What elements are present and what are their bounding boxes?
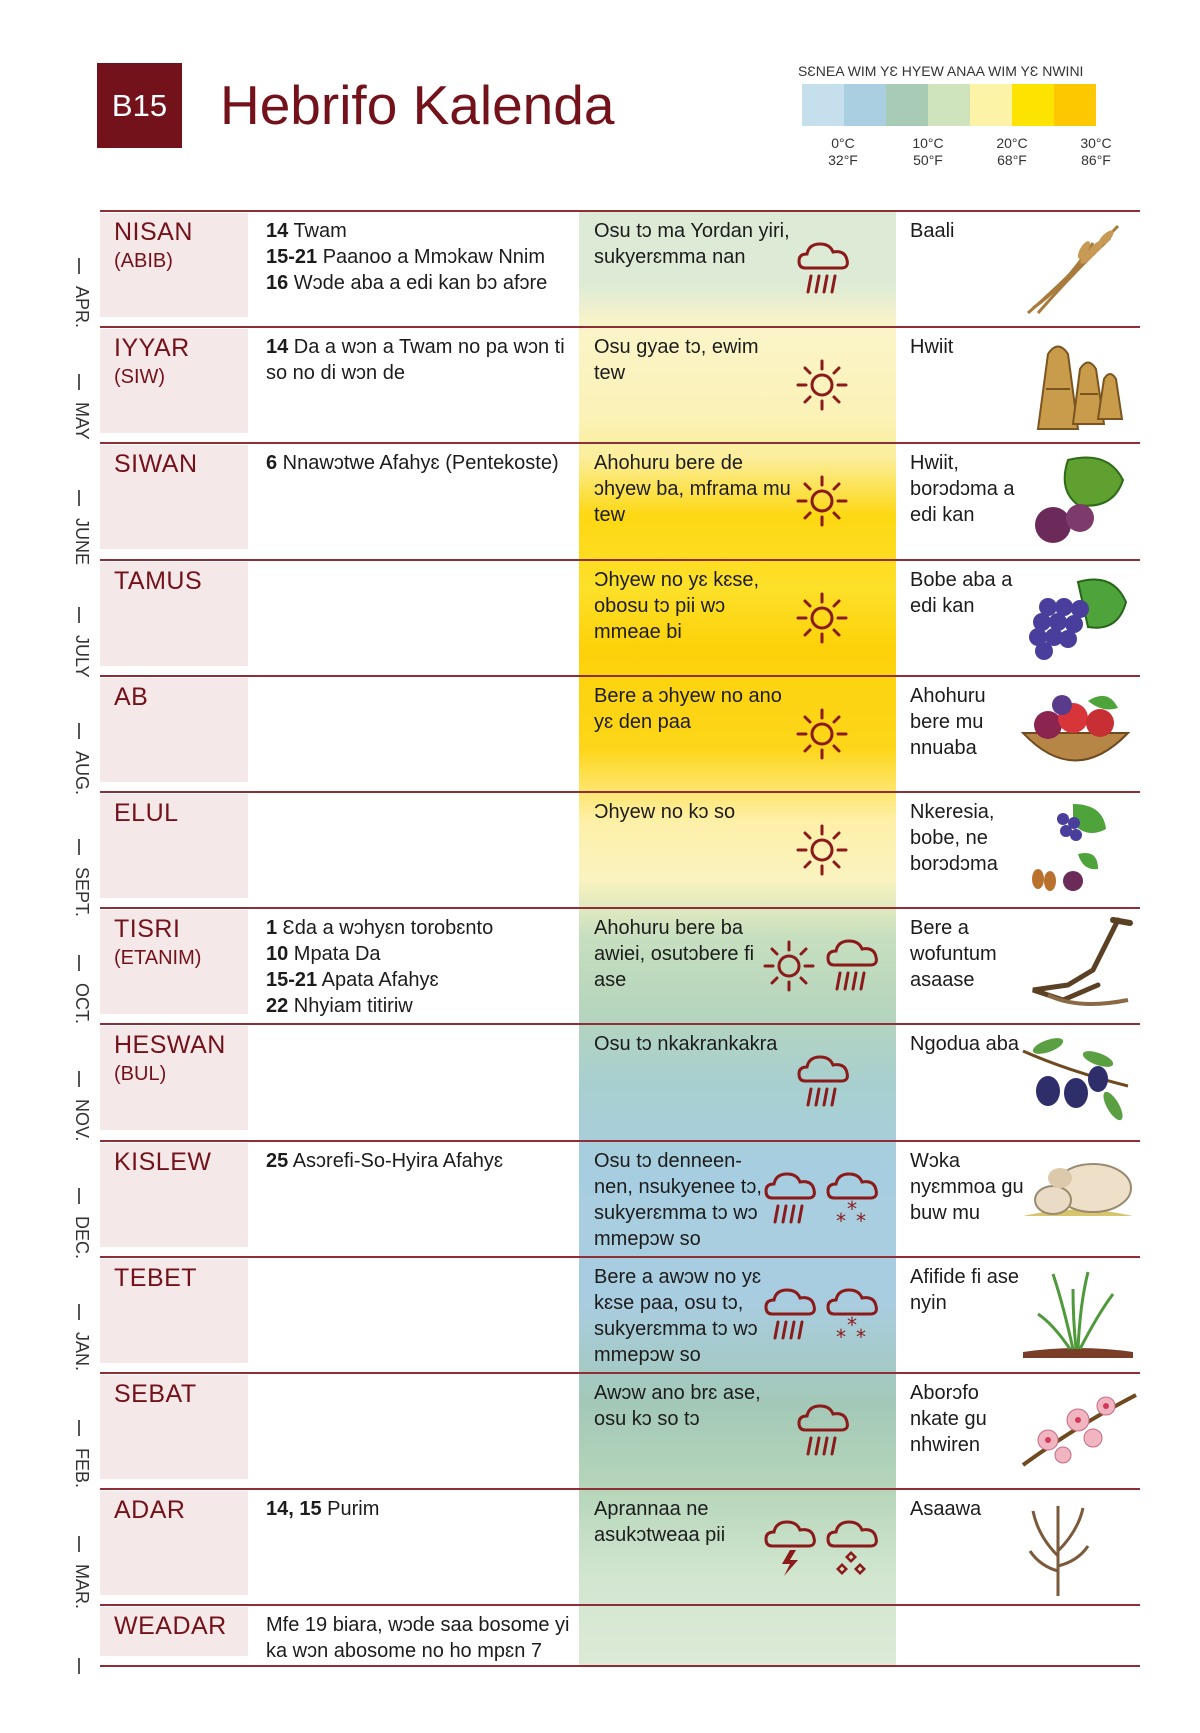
temp-label-10: 10°C 50°F — [912, 135, 944, 168]
page-title: Hebrifo Kalenda — [220, 74, 615, 136]
festival-list — [266, 1612, 576, 1664]
festival-day: 14 — [266, 220, 289, 242]
hebrew-month-name: TEBET — [114, 1264, 198, 1292]
agricultural-activity: Asaawa — [910, 1498, 982, 1520]
hebrew-month-name: SIWAN — [114, 450, 198, 478]
hebrew-month-name: ELUL — [114, 799, 179, 827]
flax-icon — [1018, 1496, 1098, 1606]
festival-list — [266, 1148, 576, 1174]
sun-icon — [795, 358, 849, 417]
festival-name: Purim — [321, 1498, 380, 1520]
festival-day: 6 — [266, 452, 278, 474]
olives-icon — [1018, 1031, 1133, 1131]
row-divider — [100, 210, 1140, 212]
svg-text:*: * — [847, 1313, 857, 1337]
month-tick — [78, 490, 80, 506]
weather-description: Ahohuru bere ba awiei, osutɔbere fi ase — [594, 917, 755, 991]
hebrew-month-name: AB — [114, 683, 149, 711]
row-divider — [100, 1488, 1140, 1490]
agricultural-activity: Baali — [910, 220, 955, 242]
festival-day: 22 — [266, 995, 289, 1017]
temperature-legend-title: SƐNEA WIM YƐ HYEW ANAA WIM YƐ NWINI — [798, 63, 1084, 79]
row-divider — [100, 326, 1140, 328]
festival-list — [266, 450, 576, 476]
gregorian-month-label: MAR. — [72, 1564, 92, 1610]
chapter-badge: B15 — [97, 63, 182, 148]
festival-item — [266, 915, 576, 941]
temp-label-20: 20°C 68°F — [996, 135, 1028, 168]
gregorian-month-label: JAN. — [72, 1331, 92, 1371]
festival-item — [266, 993, 576, 1019]
gregorian-month-label: APR. — [72, 286, 92, 329]
festival-item — [266, 270, 576, 296]
month-tick — [78, 1304, 80, 1320]
festival-item — [266, 941, 576, 967]
weather-description: Ɔhyew no kɔ so — [594, 801, 736, 823]
hebrew-month-name: NISAN — [114, 218, 193, 246]
festival-item — [266, 450, 576, 476]
festival-name: Mpata Da — [288, 943, 381, 965]
rain-cloud-icon — [795, 1400, 853, 1467]
svg-text:*: * — [836, 1325, 846, 1346]
temperature-legend-swatches — [802, 84, 1096, 126]
row-divider — [100, 559, 1140, 561]
festival-day: 14, 15 — [266, 1498, 322, 1520]
row-divider — [100, 791, 1140, 793]
sun-icon — [762, 939, 816, 998]
hebrew-month-name: HESWAN — [114, 1031, 226, 1059]
month-tick — [78, 607, 80, 623]
agricultural-activity: Wɔka nyɛmmoa gu buw mu — [910, 1150, 1024, 1224]
gregorian-month-label: SEPT. — [72, 867, 92, 918]
row-divider — [100, 1665, 1140, 1667]
hebrew-month-name: SEBAT — [114, 1380, 197, 1408]
agricultural-activity: Hwiit, borɔdɔma a edi kan — [910, 452, 1015, 526]
storm-cloud-icon — [762, 1516, 820, 1583]
festival-list — [266, 915, 576, 1019]
sun-icon — [795, 474, 849, 533]
festival-item — [266, 244, 576, 270]
festival-list — [266, 218, 576, 296]
agricultural-activity: Nkeresia, bobe, ne borɔdɔma — [910, 801, 998, 875]
weather-description: Osu tɔ nkakrankakra — [594, 1033, 778, 1055]
hebrew-month-name: ADAR — [114, 1496, 186, 1524]
month-tick — [78, 1071, 80, 1087]
weather-description: Ahohuru bere de ɔhyew ba, mframa mu tew — [594, 452, 791, 526]
figs-icon — [1018, 450, 1128, 555]
festival-day: 1 — [266, 917, 278, 939]
temp-label-30: 30°C 86°F — [1080, 135, 1112, 168]
festival-item — [266, 1148, 576, 1174]
almond-blossom-icon — [1018, 1380, 1138, 1480]
month-tick — [78, 374, 80, 390]
month-tick — [78, 839, 80, 855]
hebrew-month-alt-name: (BUL) — [114, 1063, 167, 1085]
festival-day: 15-21 — [266, 246, 318, 268]
hebrew-month-name: WEADAR — [114, 1612, 227, 1640]
weather-description: Osu tɔ denneen-nen, nsukyenee tɔ, sukyerɛmma tɔ wɔ mmepɔw so — [594, 1150, 762, 1250]
gregorian-month-label: AUG. — [72, 750, 92, 795]
weather-description: Bere a awɔw no yɛ kɛse paa, osu tɔ, sukyerɛmma tɔ wɔ mmepɔw so — [594, 1266, 762, 1366]
snow-cloud-icon — [824, 1168, 882, 1235]
rain-cloud-icon — [762, 1284, 820, 1351]
festival-item — [266, 1612, 576, 1664]
svg-text:*: * — [856, 1209, 866, 1230]
sun-icon — [795, 707, 849, 766]
festival-name: Mfe 19 biara, wɔde saa bosome yi ka wɔn abosome no ho mpɛn 7 — [266, 1614, 570, 1662]
month-tick — [78, 1658, 80, 1674]
legend-swatch — [802, 84, 844, 126]
temp-label-0: 0°C 32°F — [828, 135, 858, 168]
festival-day: 15-21 — [266, 969, 318, 991]
legend-swatch — [970, 84, 1012, 126]
hebrew-month-name: KISLEW — [114, 1148, 212, 1176]
gregorian-month-label: JUNE — [72, 518, 92, 566]
gregorian-month-label: JULY — [72, 634, 92, 678]
svg-text:*: * — [847, 1197, 857, 1221]
month-tick — [78, 955, 80, 971]
agricultural-activity: Ahohuru bere mu nnuaba — [910, 685, 986, 759]
festival-item — [266, 967, 576, 993]
festival-name: Ɛda a wɔhyɛn torobɛnto — [277, 917, 494, 939]
hebrew-month-alt-name: (SIW) — [114, 366, 166, 388]
legend-swatch — [1054, 84, 1096, 126]
weather-description: Ɔhyew no yɛ kɛse, obosu tɔ pii wɔ mmeae bi — [594, 569, 760, 643]
agricultural-activity: Afifide fi ase nyin — [910, 1266, 1019, 1314]
festival-item — [266, 334, 576, 386]
sheep-icon — [1018, 1148, 1138, 1228]
festival-list — [266, 334, 576, 386]
month-tick — [78, 723, 80, 739]
festival-name: Da a wɔn a Twam no pa wɔn ti so no di wɔn de — [266, 336, 565, 384]
plow-icon — [1018, 915, 1138, 1015]
agricultural-activity: Bere a wofuntum asaase — [910, 917, 997, 991]
month-tick — [78, 1536, 80, 1552]
hebrew-month-name: TISRI — [114, 915, 181, 943]
agricultural-activity: Hwiit — [910, 336, 954, 358]
gregorian-month-label: OCT. — [72, 983, 92, 1025]
agricultural-activity: Ngodua aba — [910, 1033, 1019, 1055]
legend-swatch — [844, 84, 886, 126]
weather-description: Osu gyae tɔ, ewim tew — [594, 336, 759, 384]
grapes-icon — [1018, 567, 1128, 672]
festival-day: 14 — [266, 336, 289, 358]
festival-day: 10 — [266, 943, 289, 965]
gregorian-month-label: NOV. — [72, 1099, 92, 1142]
festival-item — [266, 218, 576, 244]
svg-text:*: * — [836, 1209, 846, 1230]
rain-cloud-icon — [824, 935, 882, 1002]
rain-cloud-icon — [795, 1051, 853, 1118]
row-divider — [100, 907, 1140, 909]
hebrew-month-name: IYYAR — [114, 334, 190, 362]
weather-description: Osu tɔ ma Yordan yiri, sukyerɛmma nan — [594, 220, 790, 268]
weather-description: Aprannaa ne asukɔtweaa pii — [594, 1498, 726, 1546]
dates-grapes-figs-icon — [1018, 799, 1113, 904]
wheat-sheaves-icon — [1018, 334, 1128, 439]
month-tick — [78, 1420, 80, 1436]
sun-icon — [795, 823, 849, 882]
gregorian-month-label: FEB. — [72, 1448, 92, 1489]
sun-icon — [795, 591, 849, 650]
hebrew-month-alt-name: (ABIB) — [114, 250, 173, 272]
agricultural-activity: Bobe aba a edi kan — [910, 569, 1013, 617]
month-tick — [78, 258, 80, 274]
row-divider — [100, 1023, 1140, 1025]
svg-text:*: * — [856, 1325, 866, 1346]
row-divider — [100, 442, 1140, 444]
hebrew-month-alt-name: (ETANIM) — [114, 947, 202, 969]
festival-name: Twam — [288, 220, 347, 242]
festival-name: Paanoo a Mmɔkaw Nnim — [317, 246, 546, 268]
row-divider — [100, 675, 1140, 677]
fruit-basket-icon — [1018, 683, 1133, 783]
festival-day: 25 — [266, 1150, 289, 1172]
legend-swatch — [1012, 84, 1054, 126]
festival-name: Nhyiam titiriw — [288, 995, 413, 1017]
festival-name: Asɔrefi-So-Hyira Afahyɛ — [288, 1150, 504, 1172]
festival-name: Wɔde aba a edi kan bɔ afɔre — [288, 272, 548, 294]
rain-cloud-icon — [795, 238, 853, 305]
festival-name: Nnawɔtwe Afahyɛ (Pentekoste) — [277, 452, 559, 474]
gregorian-month-label: DEC. — [72, 1215, 92, 1259]
row-divider — [100, 1256, 1140, 1258]
barley-icon — [1018, 218, 1128, 323]
hebrew-month-name: TAMUS — [114, 567, 203, 595]
festival-day: 16 — [266, 272, 289, 294]
festival-name: Apata Afahyɛ — [317, 969, 439, 991]
festival-item — [266, 1496, 576, 1522]
weather-description: Awɔw ano brɛ ase, osu kɔ so tɔ — [594, 1382, 761, 1430]
row-divider — [100, 1372, 1140, 1374]
row-divider — [100, 1140, 1140, 1142]
agricultural-activity: Aborɔfo nkate gu nhwiren — [910, 1382, 987, 1456]
snow-cloud-icon — [824, 1284, 882, 1351]
gregorian-month-label: MAY — [72, 402, 92, 440]
sprouts-icon — [1018, 1264, 1138, 1364]
month-tick — [78, 1188, 80, 1204]
festival-list — [266, 1496, 576, 1522]
weather-description: Bere a ɔhyew no ano yɛ den paa — [594, 685, 782, 733]
rain-cloud-icon — [762, 1168, 820, 1235]
hail-cloud-icon — [824, 1516, 882, 1583]
legend-swatch — [886, 84, 928, 126]
row-divider — [100, 1604, 1140, 1606]
legend-swatch — [928, 84, 970, 126]
